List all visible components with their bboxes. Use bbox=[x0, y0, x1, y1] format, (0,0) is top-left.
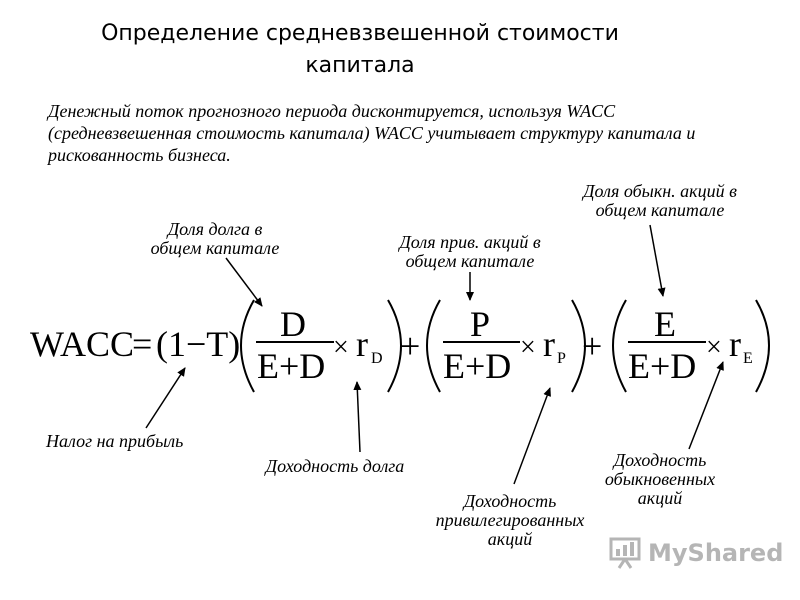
term-3-right-paren bbox=[756, 300, 769, 392]
slide-title-line-1: Определение средневзвешенной стоимости bbox=[101, 21, 619, 46]
term-2-subscript: P bbox=[557, 350, 566, 367]
term-1-numerator: D bbox=[280, 304, 306, 344]
term-1-rate: r bbox=[356, 324, 368, 364]
plus-2: + bbox=[582, 326, 603, 366]
term-3-denominator: E+D bbox=[628, 346, 697, 386]
arrow-debt-share bbox=[226, 258, 262, 306]
slide-title-line-2: капитала bbox=[305, 53, 415, 78]
arrow-tax bbox=[146, 368, 185, 428]
watermark bbox=[608, 536, 783, 570]
term-3-left-paren bbox=[613, 300, 626, 392]
arrow-pref-return bbox=[514, 388, 550, 484]
label-debt-return: Доходность долга bbox=[265, 456, 405, 476]
term-3-numerator: E bbox=[654, 304, 676, 344]
formula-equals: = bbox=[132, 324, 153, 364]
term-3-subscript: E bbox=[743, 350, 753, 367]
term-1-subscript: D bbox=[371, 350, 383, 367]
arrow-debt-return bbox=[357, 382, 360, 452]
term-3-rate: r bbox=[729, 324, 741, 364]
term-1-denominator: E+D bbox=[257, 346, 326, 386]
term-2-rate: r bbox=[543, 324, 555, 364]
term-1-times: × bbox=[333, 332, 349, 363]
term-2-numerator: P bbox=[470, 304, 491, 344]
term-2-times: × bbox=[520, 332, 536, 363]
presentation-board-icon bbox=[608, 536, 642, 570]
term-3-times: × bbox=[706, 332, 722, 363]
formula-lhs: WACC bbox=[30, 324, 135, 364]
label-tax: Налог на прибыль bbox=[46, 431, 184, 451]
intro-paragraph: Денежный поток прогнозного периода дисконтируется, используя WACC (средневзвешенная стоимость капитала) WACC учитывает структуру капитала и рискованность бизнеса. bbox=[48, 101, 696, 165]
label-common-share: Доля обыкн. акций в общем капитале bbox=[583, 181, 737, 220]
term-1-left-paren bbox=[241, 300, 254, 392]
term-2-denominator: E+D bbox=[443, 346, 512, 386]
watermark-text: MyShared bbox=[648, 539, 784, 567]
label-pref-return: Доходность привилегированных акций bbox=[435, 491, 585, 549]
plus-1: + bbox=[400, 326, 421, 366]
label-pref-share: Доля прив. акций в общем капитале bbox=[399, 232, 541, 271]
label-debt-share: Доля долга в общем капитале bbox=[150, 219, 280, 258]
formula-tax-factor: (1−T) bbox=[156, 324, 241, 364]
term-2-left-paren bbox=[427, 300, 440, 392]
arrow-common-share bbox=[650, 225, 663, 296]
label-common-return: Доходность обыкновенных акций bbox=[604, 450, 716, 508]
